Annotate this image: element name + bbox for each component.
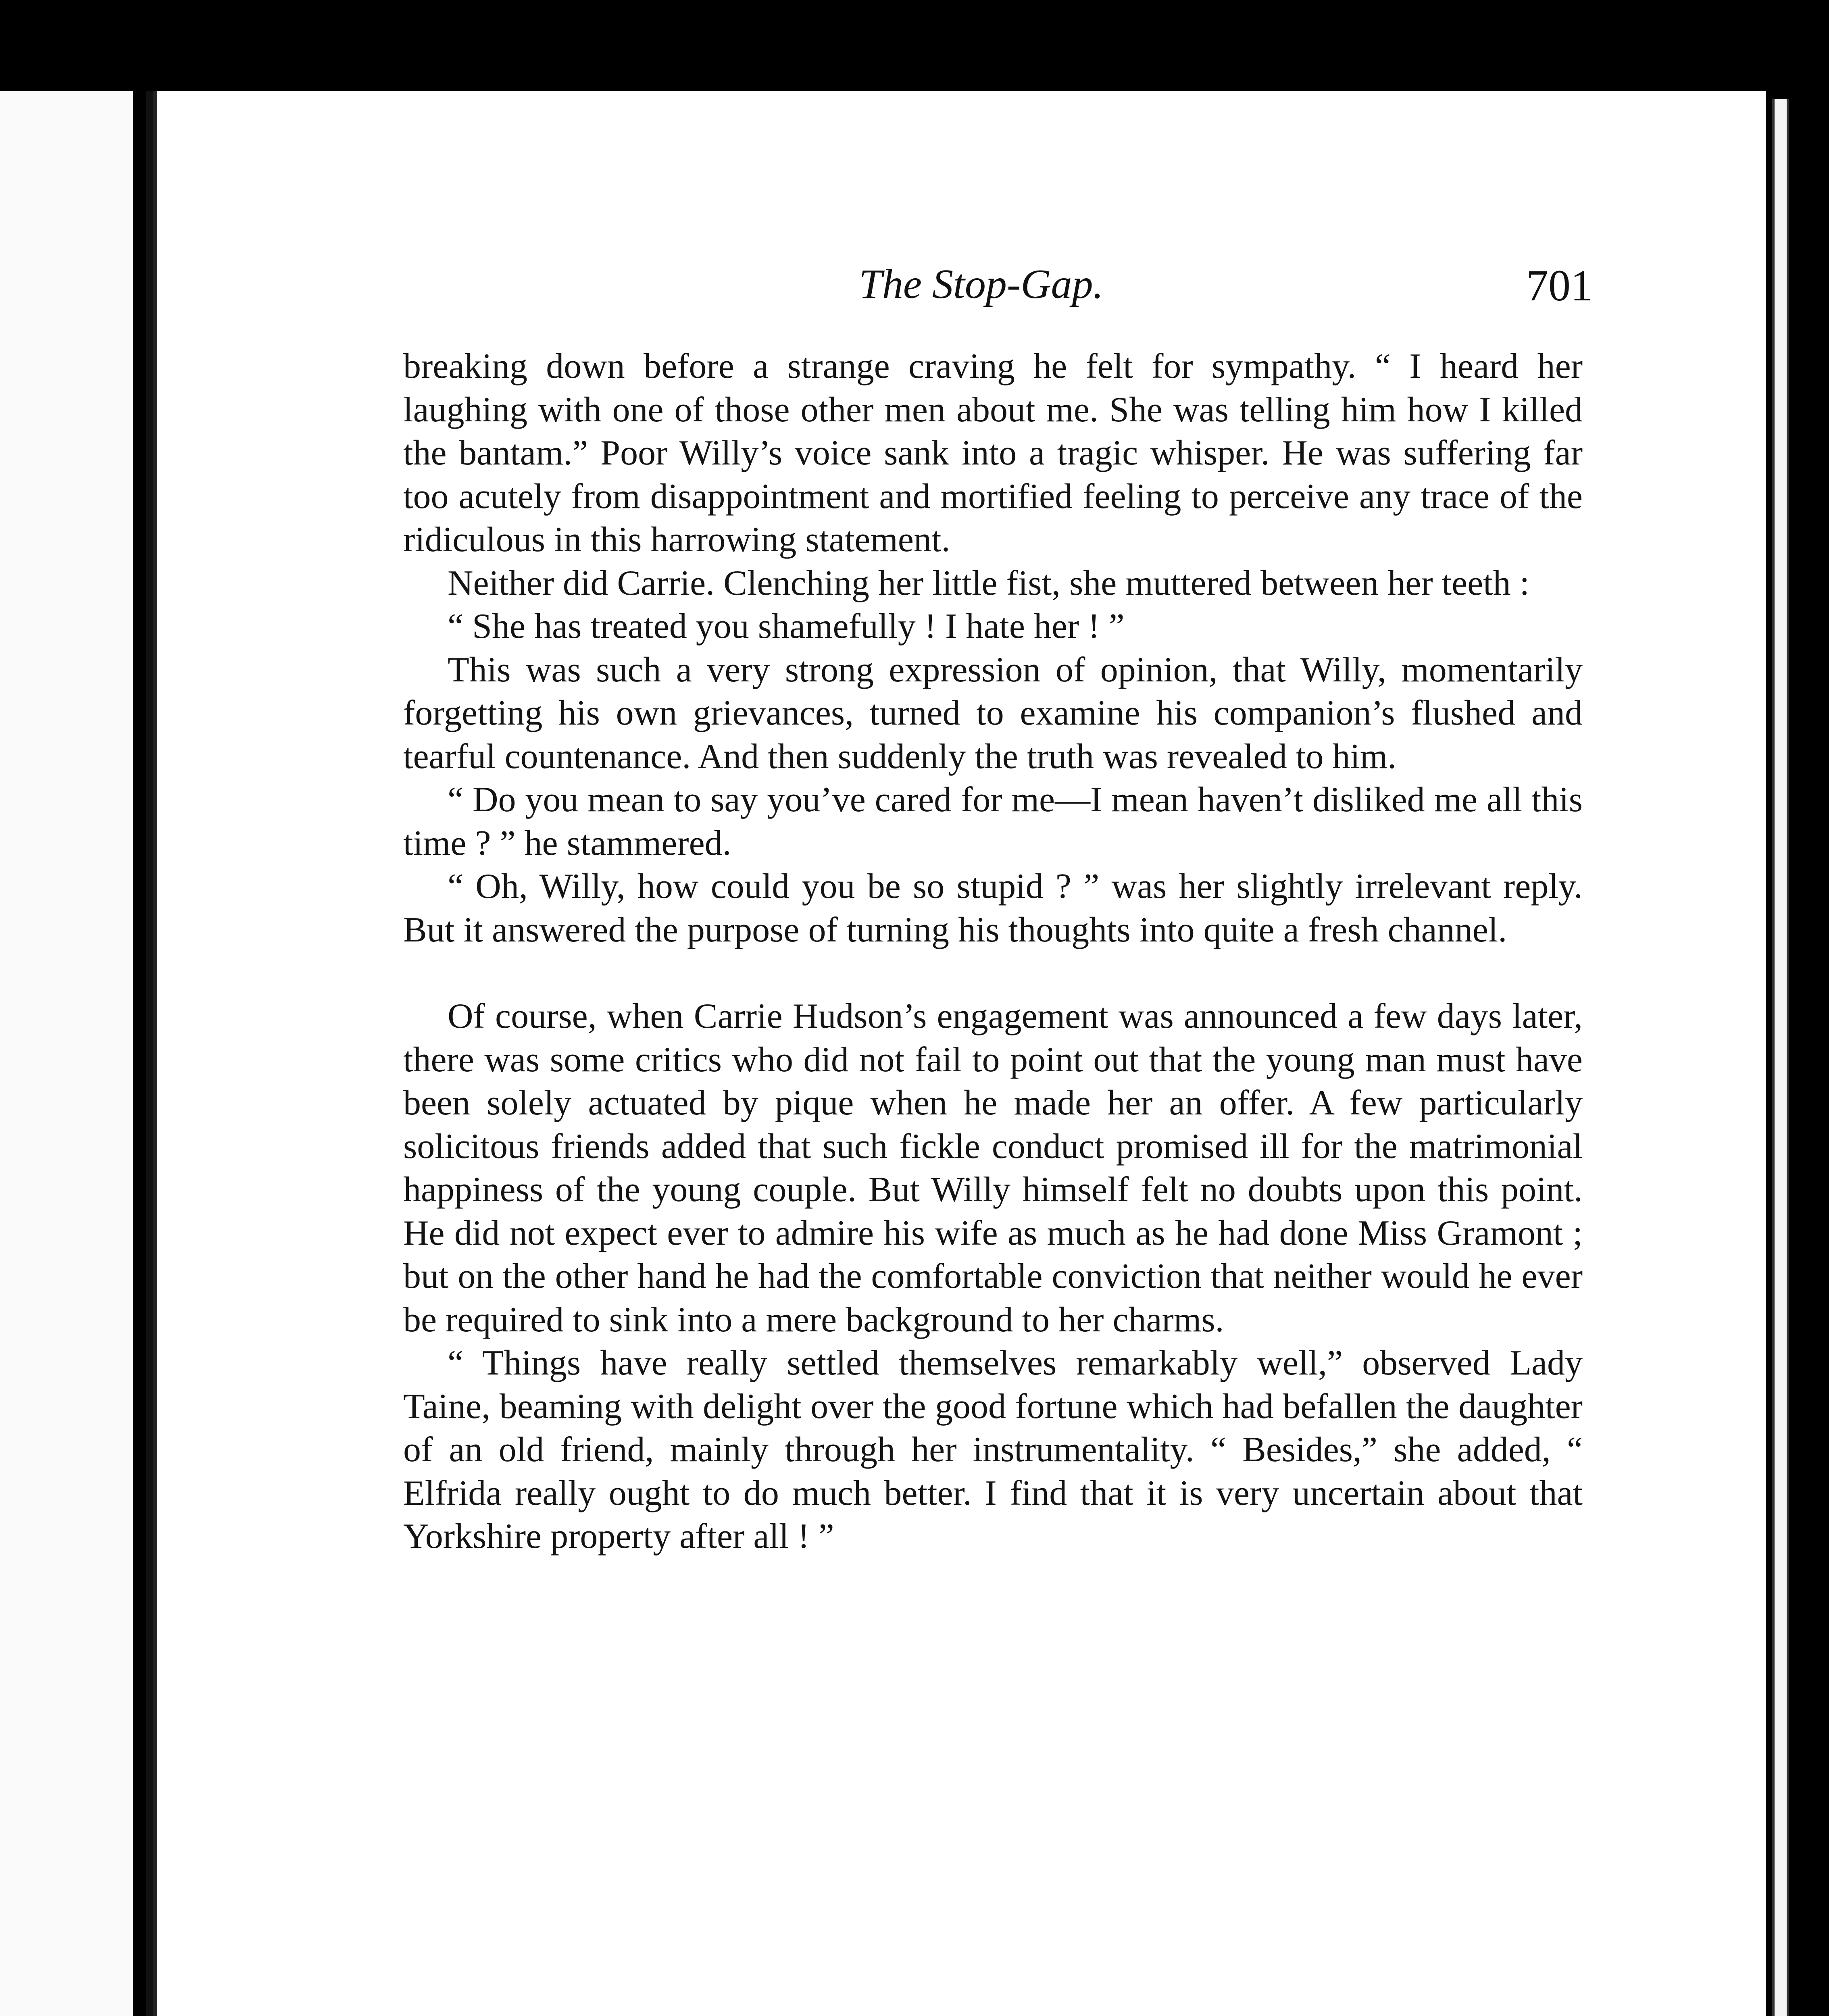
paragraph-1: breaking down before a strange craving he felt for sympathy. “ I heard her laughing with one of those other men about me. She was telling him how I killed the bantam.” Poor Willy’s voice sank into a tragic whisper. He was suffering far too acutely from disappointment and mortified feeling to perceive any trace of the ridiculous in this harrowing statement. (403, 347, 1583, 559)
paragraph-4: This was such a very strong expression of opinion, that Willy, momentarily forgetting his own grievances, turned to examine his companion’s flushed and tearful countenance. And then suddenly the truth was revealed to him. (403, 650, 1583, 776)
paragraph-6: “ Oh, Willy, how could you be so stupid ? ” was her slightly irrelevant reply. But it answered the purpose of turning his thoughts into quite a fresh channel. (403, 867, 1583, 950)
paragraph-2: Neither did Carrie. Clenching her little fist, she muttered between her teeth : (448, 563, 1530, 603)
paragraph-5: “ Do you mean to say you’ve cared for me—I mean haven’t disliked me all this time ? ” he stammered. (403, 780, 1583, 863)
paragraph-7: Of course, when Carrie Hudson’s engagement was announced a few days later, there was some critics who did not fail to point out that the young man must have been solely actuated by pique when he made her an offer. A few particularly solicitous friends added that such fickle conduct promised ill for the matrimonial happiness of the young couple. But Willy himself felt no doubts upon this point. He did not expect ever to admire his wife as much as he had done Miss Gramont ; but on the other hand he had the comfortable conviction that neither would he ever be required to sink into a mere background to her charms. (403, 997, 1583, 1339)
paragraph-3: “ She has treated you shamefully ! I hate her ! ” (448, 607, 1125, 646)
paragraph-8: “ Things have really settled themselves remarkably well,” observed Lady Taine, beaming with delight over the good fortune which had befallen the daughter of an old friend, mainly through her instrumentality. “ Besides,” she added, “ Elfrida really ought to do much better. I find that it is very uncertain about that Yorkshire property after all ! ” (403, 1343, 1583, 1556)
page-edge-right (1772, 99, 1789, 2016)
adjacent-page-edge (0, 91, 133, 2016)
running-header (403, 260, 1593, 317)
running-title: The Stop-Gap. (859, 261, 1104, 307)
body-text (403, 345, 1583, 1558)
page-number: 701 (1526, 261, 1593, 310)
